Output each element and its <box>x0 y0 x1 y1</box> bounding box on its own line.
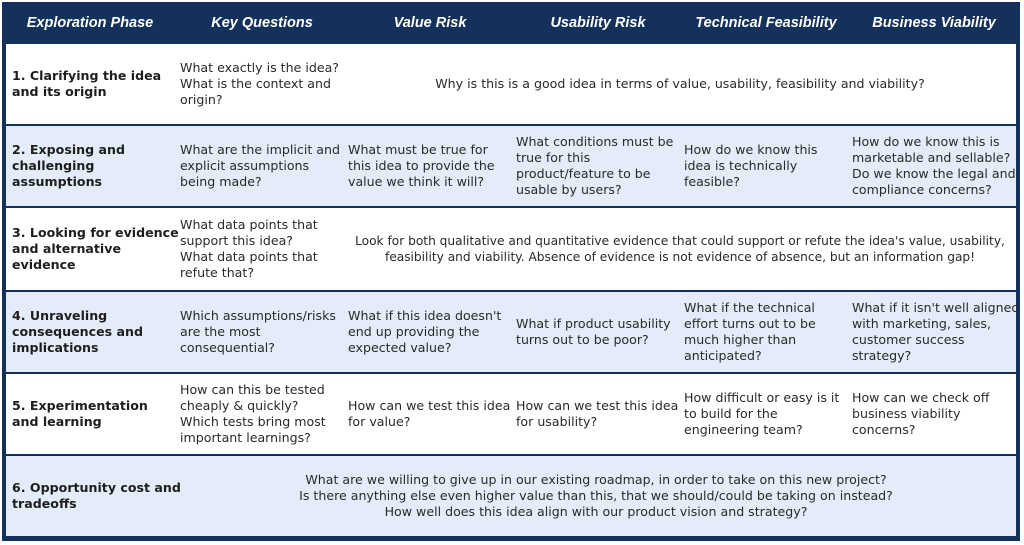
phase-line: implications <box>12 340 99 355</box>
business-line: customer success <box>852 332 965 347</box>
business-line: concerns? <box>852 422 916 437</box>
phase-line: challenging <box>12 158 95 173</box>
usability-line: usable by users? <box>516 182 622 197</box>
key-question-line: cheaply & quickly? <box>180 398 299 413</box>
phase-line: consequences and <box>12 324 143 339</box>
value-line: expected value? <box>348 340 452 355</box>
header-business-viability: Business Viability <box>872 15 996 31</box>
span-line: What are we willing to give up in our existing roadmap, in order to take on this new project? <box>305 472 887 487</box>
technical-line: anticipated? <box>684 348 762 363</box>
spanning-cell <box>342 233 1016 265</box>
span-line: feasibility and viability. Absence of evidence is not evidence of absence, but an information gap! <box>384 250 976 264</box>
business-line: business viability <box>852 406 961 421</box>
business-line: marketable and sellable? <box>852 150 1011 165</box>
usability-risk-cell <box>510 134 678 198</box>
key-questions-cell <box>174 60 342 108</box>
key-question-line: How can this be tested <box>180 382 325 397</box>
table-header <box>2 2 1020 44</box>
value-line: What if this idea doesn't <box>348 308 502 323</box>
business-line: Do we know the legal and <box>852 166 1016 181</box>
key-question-line: Which assumptions/risks <box>180 308 336 323</box>
technical-line: engineering team? <box>684 422 803 437</box>
key-question-line: origin? <box>180 92 223 107</box>
table-row <box>6 374 1016 454</box>
phase-line: evidence <box>12 257 76 272</box>
value-line: How can we test this idea <box>348 398 511 413</box>
phase-cell <box>6 480 181 512</box>
technical-line: much higher than <box>684 332 797 347</box>
table-row <box>6 126 1016 206</box>
phase-line: and alternative <box>12 241 122 256</box>
span-line: How well does this idea align with our product vision and strategy? <box>384 504 808 519</box>
usability-line: How can we test this idea <box>516 398 679 413</box>
phase-line: 1. Clarifying the idea <box>12 68 162 83</box>
phase-line: tradeoffs <box>12 496 77 511</box>
business-viability-cell <box>846 300 1020 364</box>
business-line: How can we check off <box>852 390 990 405</box>
usability-line: What if product usability <box>516 316 671 331</box>
usability-line: true for this <box>516 150 591 165</box>
value-line: this idea to provide the <box>348 158 495 173</box>
spanning-cell <box>342 76 1016 92</box>
key-question-line: support this idea? <box>180 233 293 248</box>
key-question-line: What exactly is the idea? <box>180 60 339 75</box>
usability-risk-cell <box>510 316 678 348</box>
phase-line: 6. Opportunity cost and <box>12 480 181 495</box>
technical-line: effort turns out to be <box>684 316 816 331</box>
value-risk-cell <box>342 142 510 190</box>
usability-line: product/feature to be <box>516 166 651 181</box>
key-questions-cell <box>174 142 342 190</box>
technical-line: What if the technical <box>684 300 815 315</box>
header-usability-risk: Usability Risk <box>550 15 646 31</box>
phase-cell <box>6 225 179 273</box>
table-row <box>6 44 1016 124</box>
span-line: Is there anything else even higher value than this, that we should/could be taking on instead? <box>299 488 893 503</box>
header-exploration-phase: Exploration Phase <box>26 15 154 31</box>
header-key-questions: Key Questions <box>211 15 313 31</box>
technical-feasibility-cell <box>678 142 846 190</box>
key-question-line: What are the implicit and <box>180 142 340 157</box>
technical-feasibility-cell <box>678 390 846 438</box>
business-line: strategy? <box>852 348 912 363</box>
phase-cell <box>6 308 174 356</box>
phase-line: 5. Experimentation <box>12 398 148 413</box>
technical-line: How difficult or easy is it <box>684 390 840 405</box>
table-row <box>6 456 1016 536</box>
key-question-line: explicit assumptions <box>180 158 310 173</box>
business-line: What if it isn't well aligned <box>852 300 1020 315</box>
exploration-table <box>2 2 1020 541</box>
key-question-line: being made? <box>180 174 262 189</box>
value-risk-cell <box>342 308 510 356</box>
value-risk-cell <box>342 398 510 430</box>
key-question-line: are the most <box>180 324 261 339</box>
business-line: with marketing, sales, <box>852 316 991 331</box>
usability-line: for usability? <box>516 414 598 429</box>
key-question-line: What data points that <box>180 217 318 232</box>
phase-cell <box>6 68 174 100</box>
phase-line: and learning <box>12 414 102 429</box>
business-line: How do we know this is <box>852 134 1000 149</box>
business-line: compliance concerns? <box>852 182 992 197</box>
key-question-line: What is the context and <box>180 76 331 91</box>
technical-line: to build for the <box>684 406 778 421</box>
value-line: end up providing the <box>348 324 480 339</box>
phase-cell <box>6 398 174 430</box>
usability-line: What conditions must be <box>516 134 674 149</box>
table-row <box>6 208 1016 290</box>
span-line: Look for both qualitative and quantitative evidence that could support or refute the idea's value, usability, <box>355 234 1005 248</box>
value-line: value we think it will? <box>348 174 485 189</box>
technical-line: idea is technically <box>684 158 798 173</box>
key-questions-cell <box>174 217 342 281</box>
header-technical-feasibility: Technical Feasibility <box>695 15 837 31</box>
phase-line: 2. Exposing and <box>12 142 125 157</box>
key-question-line: What data points that <box>180 249 318 264</box>
key-question-line: refute that? <box>180 265 255 280</box>
business-viability-cell <box>846 390 1016 438</box>
phase-line: assumptions <box>12 174 103 189</box>
technical-line: feasible? <box>684 174 740 189</box>
phase-line: 3. Looking for evidence <box>12 225 179 240</box>
key-questions-cell <box>174 382 342 446</box>
phase-line: 4. Unraveling <box>12 308 108 323</box>
usability-risk-cell <box>510 398 678 430</box>
business-viability-cell <box>846 134 1016 198</box>
phase-line: and its origin <box>12 84 107 99</box>
technical-line: How do we know this <box>684 142 818 157</box>
key-question-line: Which tests bring most <box>180 414 326 429</box>
value-line: for value? <box>348 414 411 429</box>
usability-line: turns out to be poor? <box>516 332 649 347</box>
technical-feasibility-cell <box>678 300 846 364</box>
table-row <box>6 292 1020 372</box>
span-line: Why is this is a good idea in terms of value, usability, feasibility and viability? <box>435 76 925 91</box>
key-question-line: consequential? <box>180 340 275 355</box>
phase-cell <box>6 142 174 190</box>
header-value-risk: Value Risk <box>393 15 467 31</box>
spanning-cell <box>174 472 1016 520</box>
value-line: What must be true for <box>348 142 488 157</box>
key-question-line: important learnings? <box>180 430 311 445</box>
key-questions-cell <box>174 308 342 356</box>
